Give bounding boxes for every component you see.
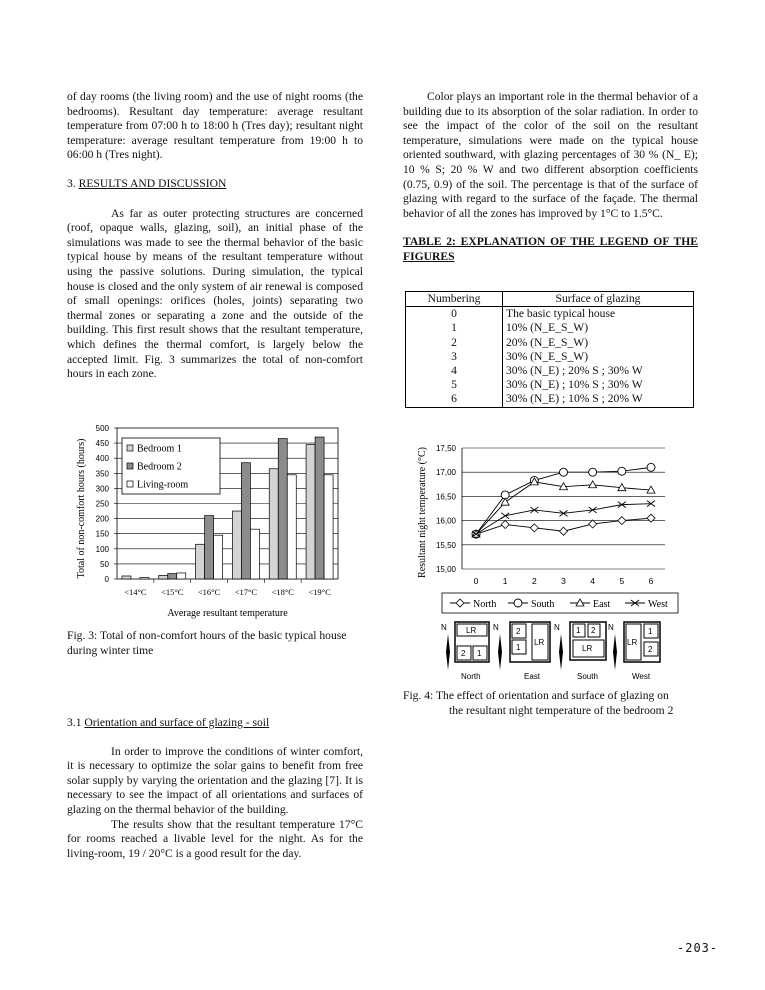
table-cell: 20% (N_E_S_W) [506,335,589,349]
x-tick-label: 5 [619,576,625,586]
table-row [406,336,694,350]
room-label-lr: LR [466,626,477,635]
room-label-lr: LR [627,638,638,647]
legend-swatch [127,463,133,469]
table-cell: 5 [406,378,503,392]
bar-living-room [177,573,186,579]
bar-bedroom-1 [159,575,168,579]
legend-swatch [127,445,133,451]
orientation-schematics [436,618,666,684]
table-cell: 30% (N_E) ; 10% S ; 30% W [506,378,643,392]
table-cell: 6 [406,392,503,407]
y-tick-label: 200 [95,514,109,524]
section-3-title: RESULTS AND DISCUSSION [78,176,227,190]
bar-bedroom-1 [306,445,315,579]
y-tick-label: 450 [95,439,109,449]
y-tick-label: 50 [100,559,109,569]
legend-entry: East [593,599,611,610]
section-31-heading [67,716,363,731]
table-cell: 4 [406,364,503,378]
table-cell: The basic typical house [506,307,616,321]
paragraph-intro: of day rooms (the living room) and the use of night rooms (the bedrooms). Resultant day temperature: average resultant temperature from 07:00 h to 18:00 h (Tres day); resultant night temperature: average resultant temperature from 19:00 h to 06:00 h (Tres night). [67,90,363,162]
marker-circle [589,468,597,476]
marker-diamond [501,520,509,528]
marker-diamond [589,520,597,528]
x-axis-label: Average resultant temperature [167,608,288,619]
north-marker: N [441,623,447,632]
legend-entry: Bedroom 1 [137,443,182,455]
table-cell: 30% (N_E) ; 10% S ; 20% W [506,392,643,406]
schematic-east [493,622,550,670]
table-row [406,364,694,378]
paragraph-results-show: The results show that the resultant temperature 17°C for rooms reached a livable level for the night. As for the living-room, 19 / 20°C is a good result for the day. [67,817,363,860]
marker-circle [618,467,626,475]
y-tick-label: 17,00 [435,468,456,478]
section-31-number: 3.1 [67,716,82,729]
schematic-north [441,622,489,670]
legend-entry: Living-room [137,479,189,491]
paragraph-orientation: In order to improve the conditions of winter comfort, it is necessary to optimize the solar gains to benefit from free solar supply by varying the orientation and the glazing [7]. It is necessary to see the impact of all orientations and surfaces of glazing on the thermal behavior of the building. [67,744,363,816]
room-label-lr: LR [534,638,545,647]
section-3-heading [67,177,363,192]
north-marker: N [608,623,614,632]
paragraph-results: As far as outer protecting structures are concerned (roof, opaque walls, glazing, soil), an initial phase of the simulations was made to see the thermal behavior of the basic typical house by means of the resultant temperature without using the passive solutions. During simulation, the typical house is closed and the only system of air renewal is composed of small openings: orifices (holes, joints) separating two thermal zones or separating a zone and the outside of the building. This first result shows that the resultant temperature, which defines the thermal comfort, is largely below the accepted limit. Fig. 3 summarizes the total of non-comfort hours in each zone. [67,206,363,381]
table-cell: 2 [406,336,503,350]
table2-header-surface: Surface of glazing [503,292,694,307]
x-tick-label: 2 [531,576,537,586]
bar-living-room [214,535,223,579]
x-tick-label: 4 [590,576,596,586]
bar-living-room [287,475,296,579]
table-cell: 10% (N_E_S_W) [506,321,589,335]
schematic-label-north: North [461,672,481,681]
y-tick-label: 17,50 [435,444,456,453]
schematic-label-east: East [524,672,541,681]
schematic-west [608,622,660,670]
fig4-caption-line1: Fig. 4: The effect of orientation and surface of glazing on [403,689,669,702]
y-tick-label: 15,50 [435,540,456,550]
x-tick-label: <18°C [271,587,294,597]
room-label-2: 2 [516,627,521,636]
room-label-1: 1 [516,643,521,652]
bar-bedroom-2 [278,439,287,579]
room-label-2: 2 [648,645,653,654]
bar-bedroom-1 [232,511,241,579]
y-tick-label: 0 [104,575,109,584]
marker-x [501,513,509,519]
bar-bedroom-2 [168,574,177,579]
schematic-label-south: South [577,672,598,681]
table-cell: 0 [406,307,503,322]
y-tick-label: 15,00 [435,565,456,574]
y-axis-label: Resultant night temperature (°C) [417,447,428,578]
y-tick-label: 16,00 [435,516,456,526]
bar-bedroom-1 [196,544,205,579]
marker-circle [560,468,568,476]
bar-bedroom-2 [315,437,324,579]
fig4-caption-line2: the resultant night temperature of the bedroom 2 [449,703,674,717]
compass-needle-icon [446,634,450,670]
paragraph-color: Color plays an important role in the thermal behavior of a building due to its absorption of the solar radiation. In order to see the impact of the color of the soil on the resultant temperature, simulations were made on the typical house oriented southward, with glazing percentages of 30 % (N_ E); 10 % S; 20 % W and two different absorption coefficients (0.75, 0.9) of the soil. The percentage is that of the surface of glazing with regard to the surface of the façade. The thermal behavior of all the zones has improved by 1°C to 1.5°C. [403,90,698,220]
bar-living-room [250,529,259,579]
room-label-1: 1 [648,627,653,636]
bar-bedroom-2 [205,516,214,579]
y-tick-label: 250 [95,499,109,509]
legend-entry: South [531,599,555,610]
section-3-number: 3. [67,176,76,190]
marker-diamond [530,524,538,532]
fig4-caption [403,689,703,718]
marker-diamond [618,517,626,525]
table-cell: 3 [406,350,503,364]
legend-entry: Bedroom 2 [137,461,182,473]
x-tick-label: 3 [561,576,566,586]
left-column [67,90,363,382]
marker-diamond [647,514,655,522]
bar-living-room [324,475,333,579]
room-label-2: 2 [461,649,466,658]
page-number: -203- [677,941,719,955]
schematic-south [554,622,606,670]
section-31-title: Orientation and surface of glazing - soil [84,716,270,729]
room-label-1: 1 [576,626,581,635]
y-tick-label: 150 [95,529,109,539]
north-marker: N [493,623,499,632]
room-label-1: 1 [477,649,482,658]
y-tick-label: 500 [95,424,109,433]
x-tick-label: <15°C [161,587,184,597]
y-tick-label: 350 [95,469,109,479]
table-row [406,378,694,392]
schematic-label-west: West [632,672,651,681]
compass-needle-icon [498,634,502,670]
x-tick-label: 1 [502,576,508,586]
compass-needle-icon [559,634,563,670]
table-row [406,307,694,322]
x-tick-label: <19°C [308,587,331,597]
x-tick-label: 6 [648,576,654,586]
north-marker: N [554,623,560,632]
legend-swatch [127,481,133,487]
y-tick-label: 16,50 [435,492,456,502]
x-tick-label: 0 [473,576,479,586]
marker-circle [514,599,522,607]
table-cell: 30% (N_E) ; 20% S ; 30% W [506,364,643,378]
y-axis-label: Total of non-comfort hours (hours) [76,438,87,579]
section-31-block [67,716,363,861]
marker-diamond [560,527,568,535]
marker-circle [647,463,655,471]
table2-title: TABLE 2: EXPLANATION OF THE LEGEND OF THE FIGURES [403,235,698,263]
x-tick-label: <17°C [234,587,258,597]
y-tick-label: 300 [95,484,109,494]
bar-bedroom-2 [241,463,250,579]
bar-living-room [140,577,149,579]
room-label-lr: LR [582,644,593,653]
y-tick-label: 400 [95,454,109,464]
table2-header-numbering: Numbering [406,292,503,307]
table-cell: 1 [406,321,503,335]
right-column [403,90,698,265]
room-label-2: 2 [591,626,596,635]
fig3-bar-chart [67,418,367,623]
y-tick-label: 100 [95,544,109,554]
compass-needle-icon [613,634,617,670]
x-tick-label: <16°C [197,587,221,597]
legend-entry: West [648,599,668,610]
legend-entry: North [473,599,497,610]
table-row [406,392,694,407]
fig4-line-chart [410,432,690,617]
bar-bedroom-1 [122,576,131,579]
table-row [406,350,694,364]
table-cell: 30% (N_E_S_W) [506,349,589,363]
table2-header-row [406,292,694,307]
table2 [405,291,694,408]
table-row [406,321,694,335]
fig3-caption: Fig. 3: Total of non-comfort hours of the basic typical house during winter time [67,629,347,657]
bar-bedroom-1 [269,469,278,579]
x-tick-label: <14°C [124,587,147,597]
marker-triangle [589,481,597,488]
